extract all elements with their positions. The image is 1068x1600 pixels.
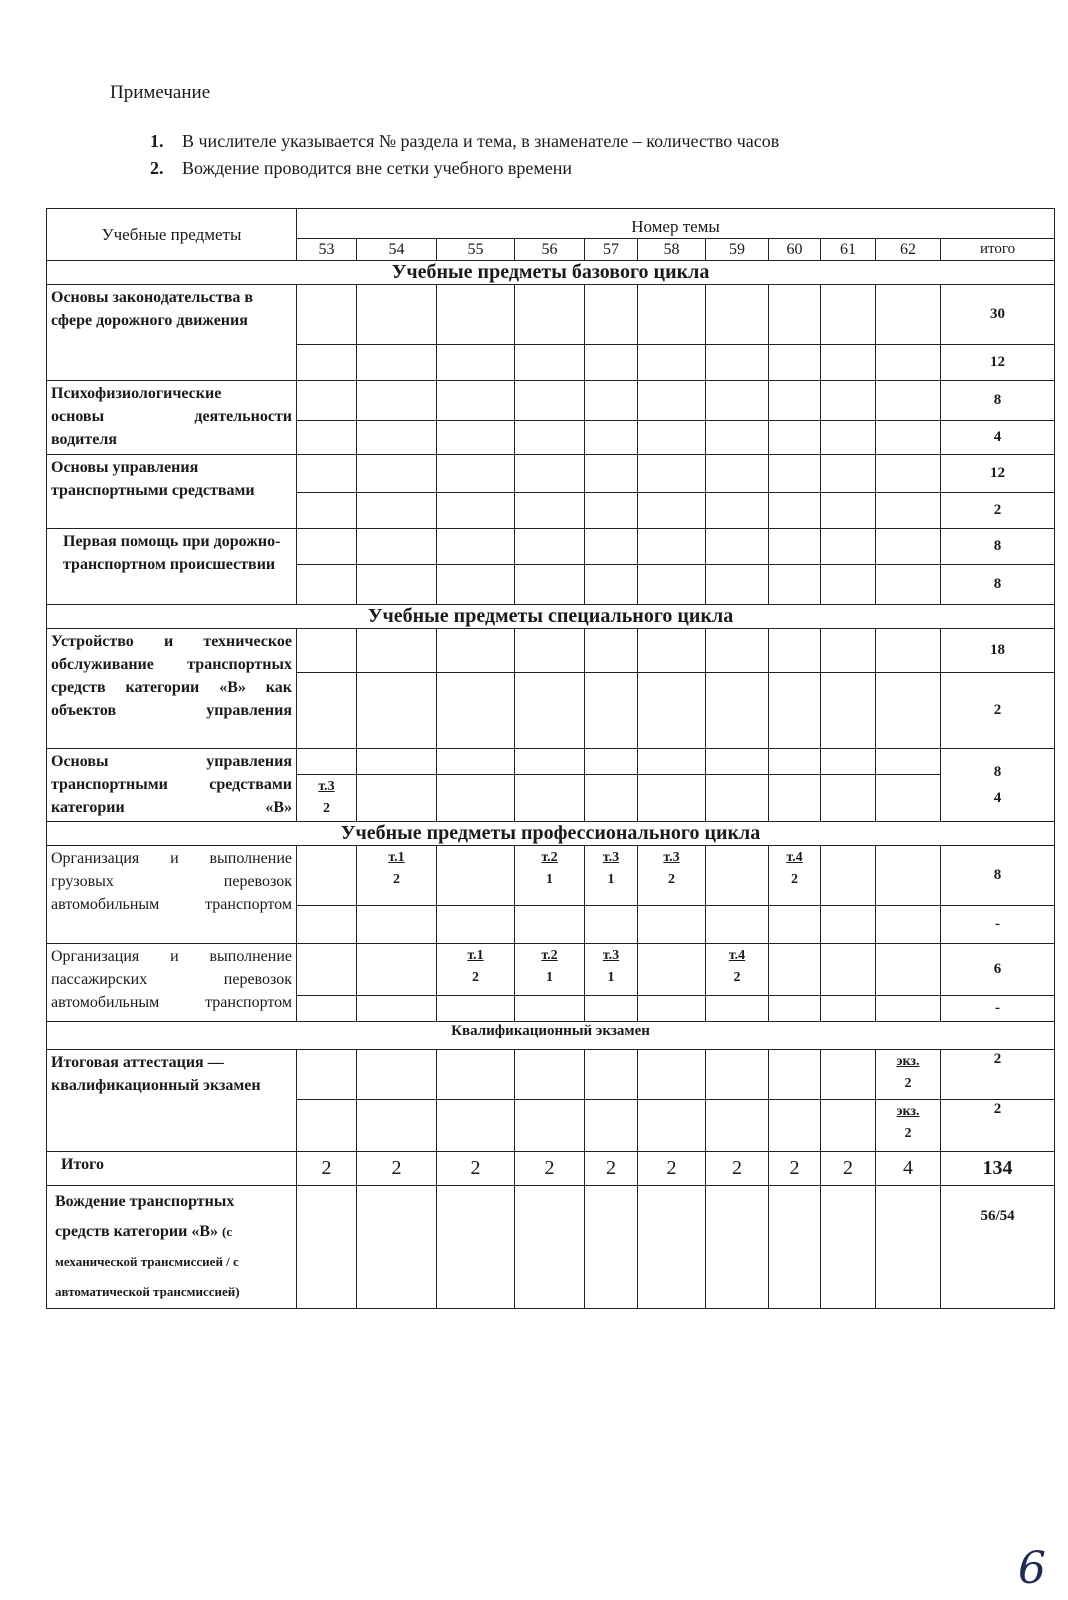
cell-passenger-55 <box>437 944 515 996</box>
total-psycho-practice: 4 <box>941 421 1055 455</box>
cell-hours: 2 <box>791 872 798 887</box>
subject-driving-note: (с механической трансмиссией / с автоматической трансмиссией) <box>55 1224 240 1299</box>
theme-number: 53 <box>297 239 357 261</box>
theme-number: 54 <box>357 239 437 261</box>
theme-number: 58 <box>638 239 706 261</box>
summary-value: 2 <box>769 1152 821 1186</box>
total-exam-practice: 2 <box>941 1100 1055 1152</box>
total-cargo-practice: - <box>941 906 1055 944</box>
total-control-practice: 2 <box>941 493 1055 529</box>
cell-cargo-57 <box>585 846 638 906</box>
summary-total: 134 <box>941 1152 1055 1186</box>
total-cargo-theory: 8 <box>941 846 1055 906</box>
section-special: Учебные предметы специального цикла <box>47 605 1055 629</box>
total-device-practice: 2 <box>941 673 1055 749</box>
subject-psycho-line: деятельности <box>194 408 292 425</box>
summary-value: 2 <box>706 1152 769 1186</box>
cell-hours: 2 <box>393 872 400 887</box>
cell-topic: т.2 <box>541 850 558 865</box>
theme-number: 55 <box>437 239 515 261</box>
total-control-b <box>941 749 1055 822</box>
summary-value: 2 <box>437 1152 515 1186</box>
cell-topic: т.2 <box>541 948 558 963</box>
section-basic: Учебные предметы базового цикла <box>47 261 1055 285</box>
theme-number: 62 <box>876 239 941 261</box>
subject-device: Устройство и техническое обслуживание транспортных средств категории «В» как объектов управления <box>47 629 297 749</box>
cell-hours: 2 <box>904 1076 912 1091</box>
total-control-theory: 12 <box>941 455 1055 493</box>
cell-topic: экз. <box>896 1104 920 1119</box>
subject-psycho-line: водителя <box>51 431 117 448</box>
cell-topic: т.1 <box>388 850 405 865</box>
page-number-mark: 6 <box>1018 1543 1046 1594</box>
note-number: 1. <box>150 131 164 151</box>
cell-cargo-58 <box>638 846 706 906</box>
note-text: Вождение проводится вне сетки учебного времени <box>182 158 572 178</box>
section-exam: Квалификационный экзамен <box>47 1022 1055 1050</box>
cell-topic: т.3 <box>602 850 620 865</box>
subjects-header: Учебные предметы <box>47 209 297 261</box>
subject-driving-name: Вождение транспортных средств категории «В» <box>55 1193 235 1240</box>
cell-topic: т.1 <box>467 948 484 963</box>
total-law-theory: 30 <box>941 285 1055 345</box>
curriculum-table <box>46 208 1055 1309</box>
total-passenger-practice: - <box>941 996 1055 1022</box>
total-exam-theory: 2 <box>941 1050 1055 1100</box>
subject-psycho-line: основы <box>51 408 105 425</box>
cell-hours: 1 <box>607 970 615 985</box>
summary-value: 4 <box>876 1152 941 1186</box>
cell-cargo-60 <box>769 846 821 906</box>
summary-value: 2 <box>821 1152 876 1186</box>
theme-number: 59 <box>706 239 769 261</box>
total-control-b-theory: 8 <box>993 764 1002 780</box>
cell-passenger-57 <box>585 944 638 996</box>
subject-cargo: Организация и выполнение грузовых перевозок автомобильным транспортом <box>47 846 297 944</box>
total-control-b-practice: 4 <box>993 790 1002 806</box>
note-number: 2. <box>150 158 164 178</box>
cell-exam-62-b <box>876 1100 941 1152</box>
subject-passenger: Организация и выполнение пассажирских перевозок автомобильным транспортом <box>47 944 297 1022</box>
theme-number: 61 <box>821 239 876 261</box>
theme-number: 56 <box>515 239 585 261</box>
total-driving: 56/54 <box>941 1186 1055 1309</box>
cell-cargo-56 <box>515 846 585 906</box>
cell-hours: 2 <box>472 970 479 985</box>
summary-value: 2 <box>297 1152 357 1186</box>
total-device-theory: 18 <box>941 629 1055 673</box>
cell-hours: 1 <box>546 970 553 985</box>
subject-driving <box>47 1186 297 1309</box>
summary-value: 2 <box>638 1152 706 1186</box>
summary-value: 2 <box>357 1152 437 1186</box>
subject-control: Основы управления транспортными средствами <box>47 455 297 529</box>
cell-topic: т.3 <box>602 948 620 963</box>
summary-label: Итого <box>47 1152 297 1186</box>
subject-psycho <box>47 381 297 455</box>
total-passenger-theory: 6 <box>941 944 1055 996</box>
subject-psycho-line: Психофизиологические <box>51 385 222 402</box>
note-item <box>150 128 779 155</box>
summary-value: 2 <box>585 1152 638 1186</box>
summary-value: 2 <box>515 1152 585 1186</box>
note-title: Примечание <box>110 82 211 103</box>
total-header: итого <box>941 239 1055 261</box>
note-text: В числителе указывается № раздела и тема, в знаменателе – количество часов <box>182 131 780 151</box>
cell-topic: т.4 <box>786 850 803 865</box>
cell-hours: 2 <box>323 801 330 816</box>
cell-topic: т.3 <box>318 779 335 794</box>
subject-exam: Итоговая аттестация — квалификационный экзамен <box>47 1050 297 1152</box>
theme-number: 57 <box>585 239 638 261</box>
cell-exam-62-a <box>876 1050 941 1100</box>
total-aid-theory: 8 <box>941 529 1055 565</box>
theme-number-header: Номер темы <box>297 209 1055 239</box>
total-law-practice: 12 <box>941 345 1055 381</box>
section-professional: Учебные предметы профессионального цикла <box>47 822 1055 846</box>
cell-hours: 2 <box>733 970 741 985</box>
total-aid-practice: 8 <box>941 565 1055 605</box>
cell-cargo-54 <box>357 846 437 906</box>
cell-topic: т.4 <box>728 948 746 963</box>
cell-hours: 1 <box>607 872 615 887</box>
cell-hours: 2 <box>904 1126 912 1141</box>
cell-topic: экз. <box>896 1054 920 1069</box>
subject-control-b: Основы управления транспортными средствами категории «В» <box>47 749 297 822</box>
cell-passenger-59 <box>706 944 769 996</box>
cell-topic: т.3 <box>663 850 680 865</box>
cell-hours: 1 <box>546 872 553 887</box>
total-psycho-theory: 8 <box>941 381 1055 421</box>
note-item <box>150 155 779 182</box>
subject-first-aid: Первая помощь при дорожно-транспортном происшествии <box>47 529 297 605</box>
theme-number: 60 <box>769 239 821 261</box>
cell-control-b-53 <box>297 775 357 822</box>
notes-list <box>150 128 779 182</box>
cell-passenger-56 <box>515 944 585 996</box>
cell-hours: 2 <box>668 872 675 887</box>
subject-law: Основы законодательства в сфере дорожного движения <box>47 285 297 381</box>
